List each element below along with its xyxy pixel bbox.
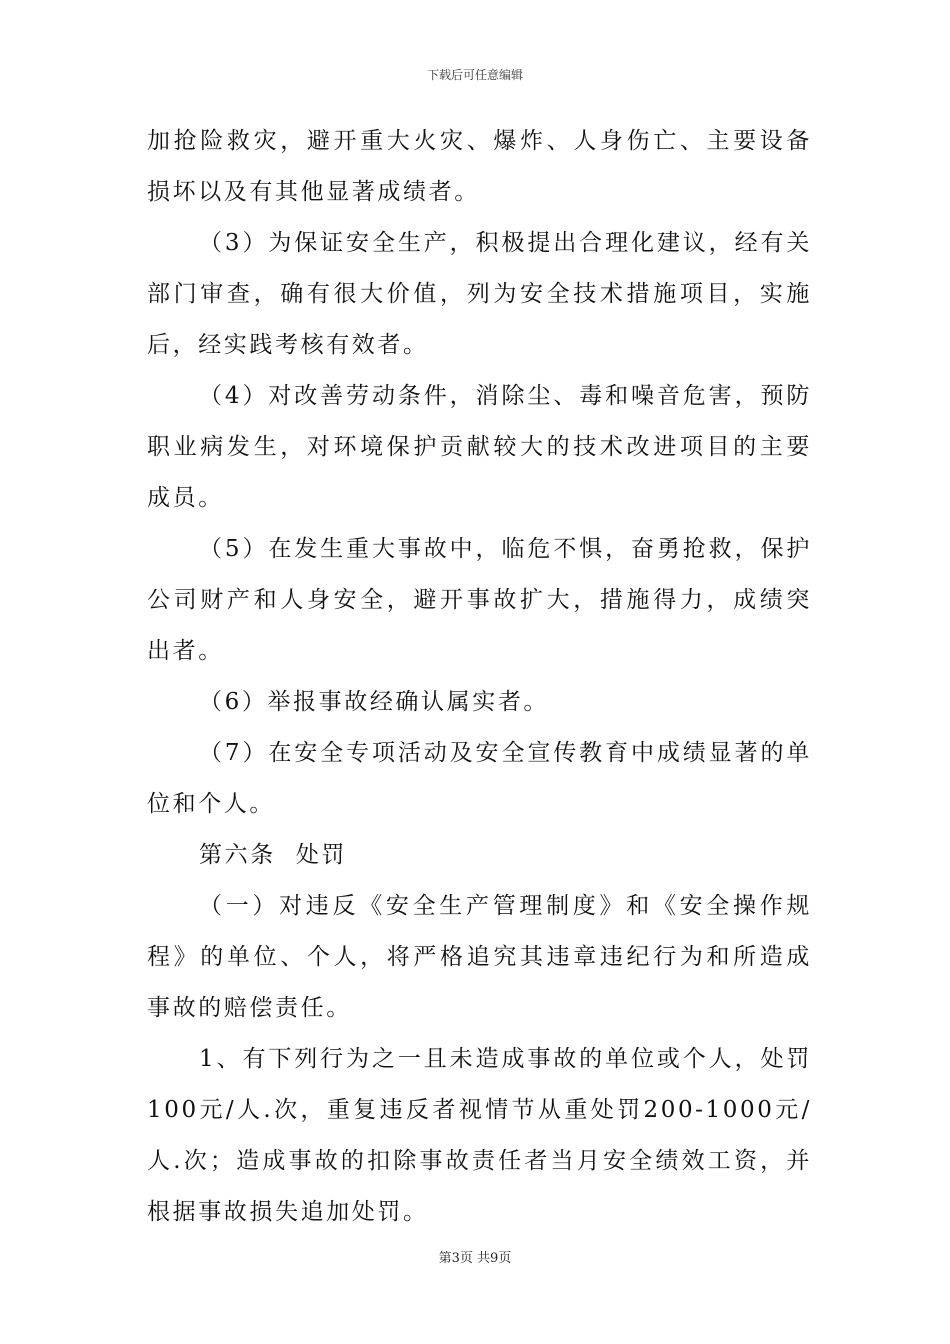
- paragraph-item-4: （4）对改善劳动条件，消除尘、毒和噪音危害，预防职业病发生，对环境保护贡献较大的技术改进项目的主要成员。: [147, 383, 812, 511]
- paragraph-item-3: （3）为保证安全生产，积极提出合理化建议，经有关部门审查，确有很大价值，列为安全技术措施项目，实施后，经实践考核有效者。: [147, 230, 812, 358]
- document-body: [147, 116, 812, 1238]
- article-number: 第六条: [199, 842, 276, 868]
- paragraph-continuation: 加抢险救灾，避开重大火灾、爆炸、人身伤亡、主要设备损坏以及有其他显著成绩者。: [147, 128, 812, 205]
- paragraph-item-5: （5）在发生重大事故中，临危不惧，奋勇抢救，保护公司财产和人身安全，避开事故扩大，措施得力，成绩突出者。: [147, 536, 812, 664]
- page-header-note: 下载后可任意编辑: [426, 68, 523, 82]
- paragraph-item-6: （6）举报事故经确认属实者。: [199, 689, 550, 715]
- article-title: 处罚: [295, 842, 348, 868]
- paragraph-penalty-intro: （一）对违反《安全生产管理制度》和《安全操作规程》的单位、个人，将严格追究其违章违纪行为和所造成事故的赔偿责任。: [147, 893, 812, 1021]
- article-heading: [147, 830, 812, 881]
- paragraph-item-7: （7）在安全专项活动及安全宣传教育中成绩显著的单位和个人。: [147, 740, 812, 817]
- paragraph-penalty-1: 1、有下列行为之一且未造成事故的单位或个人，处罚100元/人.次，重复违反者视情节从重处罚200-1000元/人.次；造成事故的扣除事故责任者当月安全绩效工资，并根据事故损失追加处罚。: [147, 1046, 812, 1225]
- page-number: 第3页 共9页: [438, 1251, 512, 1266]
